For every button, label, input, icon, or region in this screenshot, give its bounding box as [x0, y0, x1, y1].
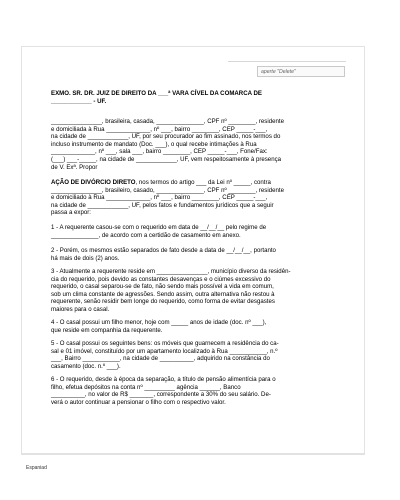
paragraph-line: verá o autor continuar a pensionar o filho com o respectivo valor. [51, 398, 226, 406]
paragraph-line: 6 - O requerido, desde à época da separação, a título de pensão alimentícia para o [51, 376, 276, 383]
qualification-line: e domiciliada à Rua _____________, nº ___, bairro ________, CEP _____-___, [51, 125, 268, 133]
qualification-line: na cidade de ____________, UF, por seu procurador ao fim assinado, nos termos do [51, 133, 281, 141]
paragraph-line: sob um clima constante de agressões. Sendo assim, outra alternativa não restou à [51, 290, 275, 298]
paragraph-line: 1 - A requerente casou-se com o requerido em data de __/__/__ pelo regime de [51, 224, 267, 231]
qualification-line: _____________, nº ___, sala ___, bairro ________, CEP _____-___, Fone/Fax: [51, 148, 268, 156]
paragraph-line: 3 - Atualmente a requerente reside em _______________, município diverso da residên- [51, 268, 291, 275]
paragraph-line: filho, efetua depósitos na conta nº _________ agência ______, Banco [51, 383, 241, 391]
action-line-text: , nos termos do artigo ___ da Lei nº _____, contra [135, 179, 271, 186]
heading [51, 90, 354, 105]
paragraph-line: sal e 01 imóvel, constituído por um apartamento localizado à Rua ___________, n.º [51, 347, 278, 355]
qualification-line: de V. Exª. Propor [51, 163, 98, 171]
paragraph-6 [51, 376, 354, 406]
qualification-paragraph [51, 118, 354, 171]
heading-line: EXMO. SR. DR. JUIZ DE DIREITO DA ___ª VARA CÍVEL DA COMARCA DE [51, 90, 262, 97]
paragraph-line: requerente, senão residir bem longe do requerido, como forma de evitar desgastes [51, 298, 275, 306]
paragraph-line: 2 - Porém, os mesmos estão separados de fato desde a data de __/__/__, portanto [51, 247, 276, 254]
paragraph-line: 4 - O casal possui um filho menor, hoje com _____ anos de idade (doc. nº ___), [51, 319, 267, 326]
paragraph-line: requerido, o casal separou-se de fato, não sendo mais possível a vida em comum, [51, 283, 274, 291]
paragraph-3 [51, 268, 354, 314]
paragraph-5 [51, 340, 354, 370]
qualification-line: incluso instrumento de mandato (Doc. ___), o qual recebe intimações à Rua [51, 140, 257, 148]
action-title: AÇÃO DE DIVÓRCIO DIRETO [51, 179, 136, 186]
action-line: na cidade de ____________, UF, pelos fatos e fundamentos jurídicos que a seguir [51, 201, 274, 209]
paragraph-line: cia do requerido, pois devido as constantes desavenças e o ciúmes excessivo do [51, 275, 271, 283]
action-line: _______________, brasileiro, casado, ______________, CPF nº ________, residente [51, 186, 284, 194]
paragraph-2 [51, 247, 354, 262]
qualification-line: (___) ___-_____, na cidade de ____________, UF, vem respeitosamente à presença [51, 155, 282, 163]
annotation-note[interactable]: aperte "Delete" [257, 66, 345, 77]
paragraph-line: ___, Bairro ___________, na cidade de __________, adquirido na constância do [51, 355, 270, 363]
paragraph-line: casamento (doc. n.º ___). [51, 362, 121, 370]
paragraph-line: __________, no valor de R$ _______, correspondente a 30% do seu salário. De- [51, 391, 271, 399]
action-line: passa a expor: [51, 209, 91, 217]
page-bottom-line [21, 454, 365, 455]
heading-line: ____________ - UF. [51, 97, 107, 105]
action-paragraph [51, 179, 354, 217]
action-line [51, 179, 354, 187]
qualification-line: _______________, brasileira, casada, ______________, CPF nº ________, residente [51, 118, 284, 125]
paragraph-line: ______________, de acordo com a certidão de casamento em anexo. [51, 231, 241, 239]
paragraph-line: 5 - O casal possui os seguintes bens: os móveis que guarnecem a residência do ca- [51, 340, 279, 347]
paragraph-line: há mais de dois (2) anos. [51, 254, 120, 262]
paragraph-line: que reside em companhia da requerente. [51, 326, 163, 334]
note-frame-line [228, 61, 346, 62]
paragraph-1 [51, 224, 354, 239]
paragraph-line: maiores para o casal. [51, 305, 110, 313]
action-line: e domiciliado à Rua _____________, nº ___, bairro ________, CEP _____-___, [51, 194, 268, 202]
footer-label: Espaniad [26, 465, 47, 471]
paragraph-4 [51, 319, 354, 334]
